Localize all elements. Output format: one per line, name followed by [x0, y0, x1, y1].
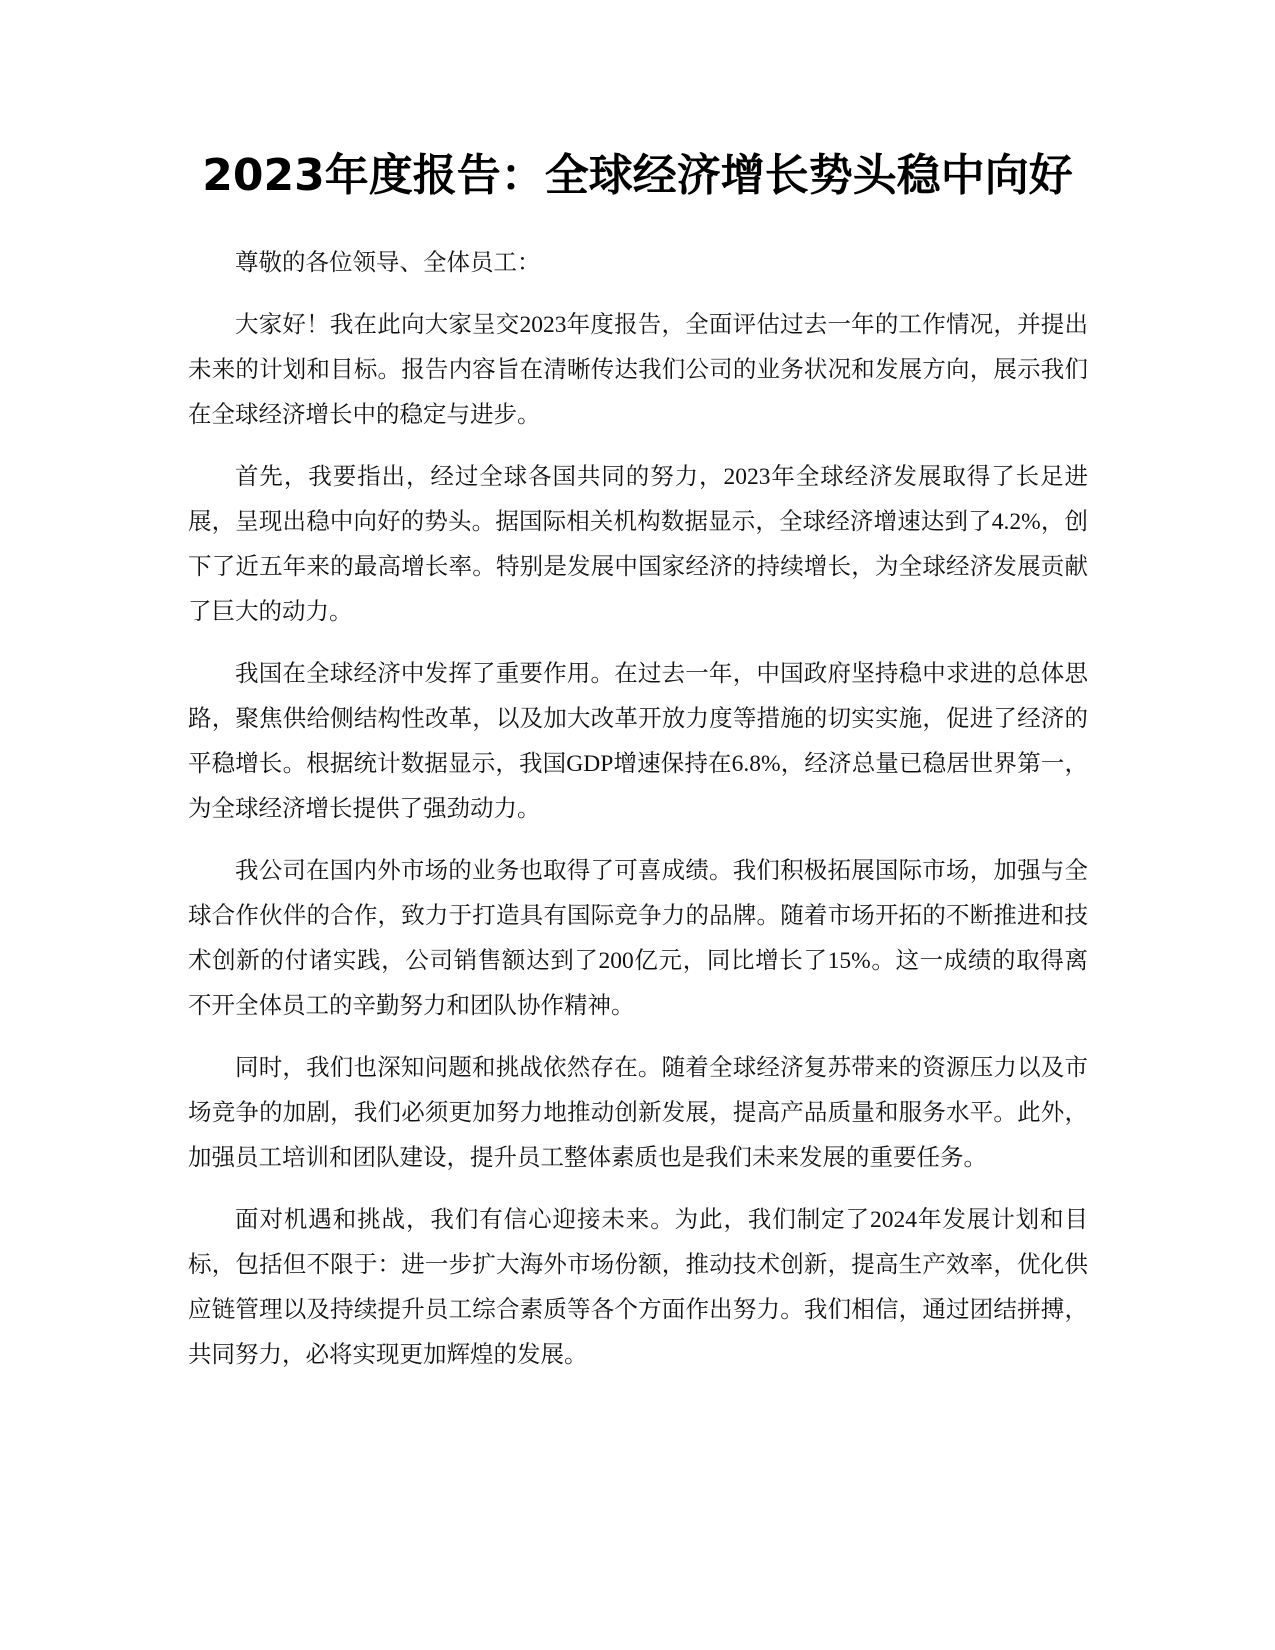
salutation-paragraph: 尊敬的各位领导、全体员工：: [235, 250, 541, 276]
document-body: [188, 241, 1088, 1395]
body-paragraph: 同时，我们也深知问题和挑战依然存在。随着全球经济复苏带来的资源压力以及市场竞争的加剧，我们必须更加努力地推动创新发展，提高产品质量和服务水平。此外，加强员工培训和团队建设，提升员工整体素质也是我们未来发展的重要任务。: [188, 1055, 1088, 1171]
body-paragraph: 我公司在国内外市场的业务也取得了可喜成绩。我们积极拓展国际市场，加强与全球合作伙伴的合作，致力于打造具有国际竞争力的品牌。随着市场开拓的不断推进和技术创新的付诸实践，公司销售额达到了200亿元，同比增长了15%。这一成绩的取得离不开全体员工的辛勤努力和团队协作精神。: [188, 858, 1088, 1019]
document-title: 2023年度报告：全球经济增长势头稳中向好: [202, 150, 1073, 201]
body-paragraph: 大家好！我在此向大家呈交2023年度报告，全面评估过去一年的工作情况，并提出未来的计划和目标。报告内容旨在清晰传达我们公司的业务状况和发展方向，展示我们在全球经济增长中的稳定与进步。: [188, 312, 1088, 428]
body-paragraph: 面对机遇和挑战，我们有信心迎接未来。为此，我们制定了2024年发展计划和目标，包括但不限于：进一步扩大海外市场份额，推动技术创新，提高生产效率，优化供应链管理以及持续提升员工综合素质等各个方面作出努力。我们相信，通过团结拼搏，共同努力，必将实现更加辉煌的发展。: [188, 1207, 1088, 1368]
body-paragraph: 首先，我要指出，经过全球各国共同的努力，2023年全球经济发展取得了长足进展，呈现出稳中向好的势头。据国际相关机构数据显示，全球经济增速达到了4.2%，创下了近五年来的最高增长率。特别是发展中国家经济的持续增长，为全球经济发展贡献了巨大的动力。: [188, 464, 1088, 625]
body-paragraph: 我国在全球经济中发挥了重要作用。在过去一年，中国政府坚持稳中求进的总体思路，聚焦供给侧结构性改革，以及加大改革开放力度等措施的切实实施，促进了经济的平稳增长。根据统计数据显示，我国GDP增速保持在6.8%，经济总量已稳居世界第一，为全球经济增长提供了强劲动力。: [188, 661, 1088, 822]
